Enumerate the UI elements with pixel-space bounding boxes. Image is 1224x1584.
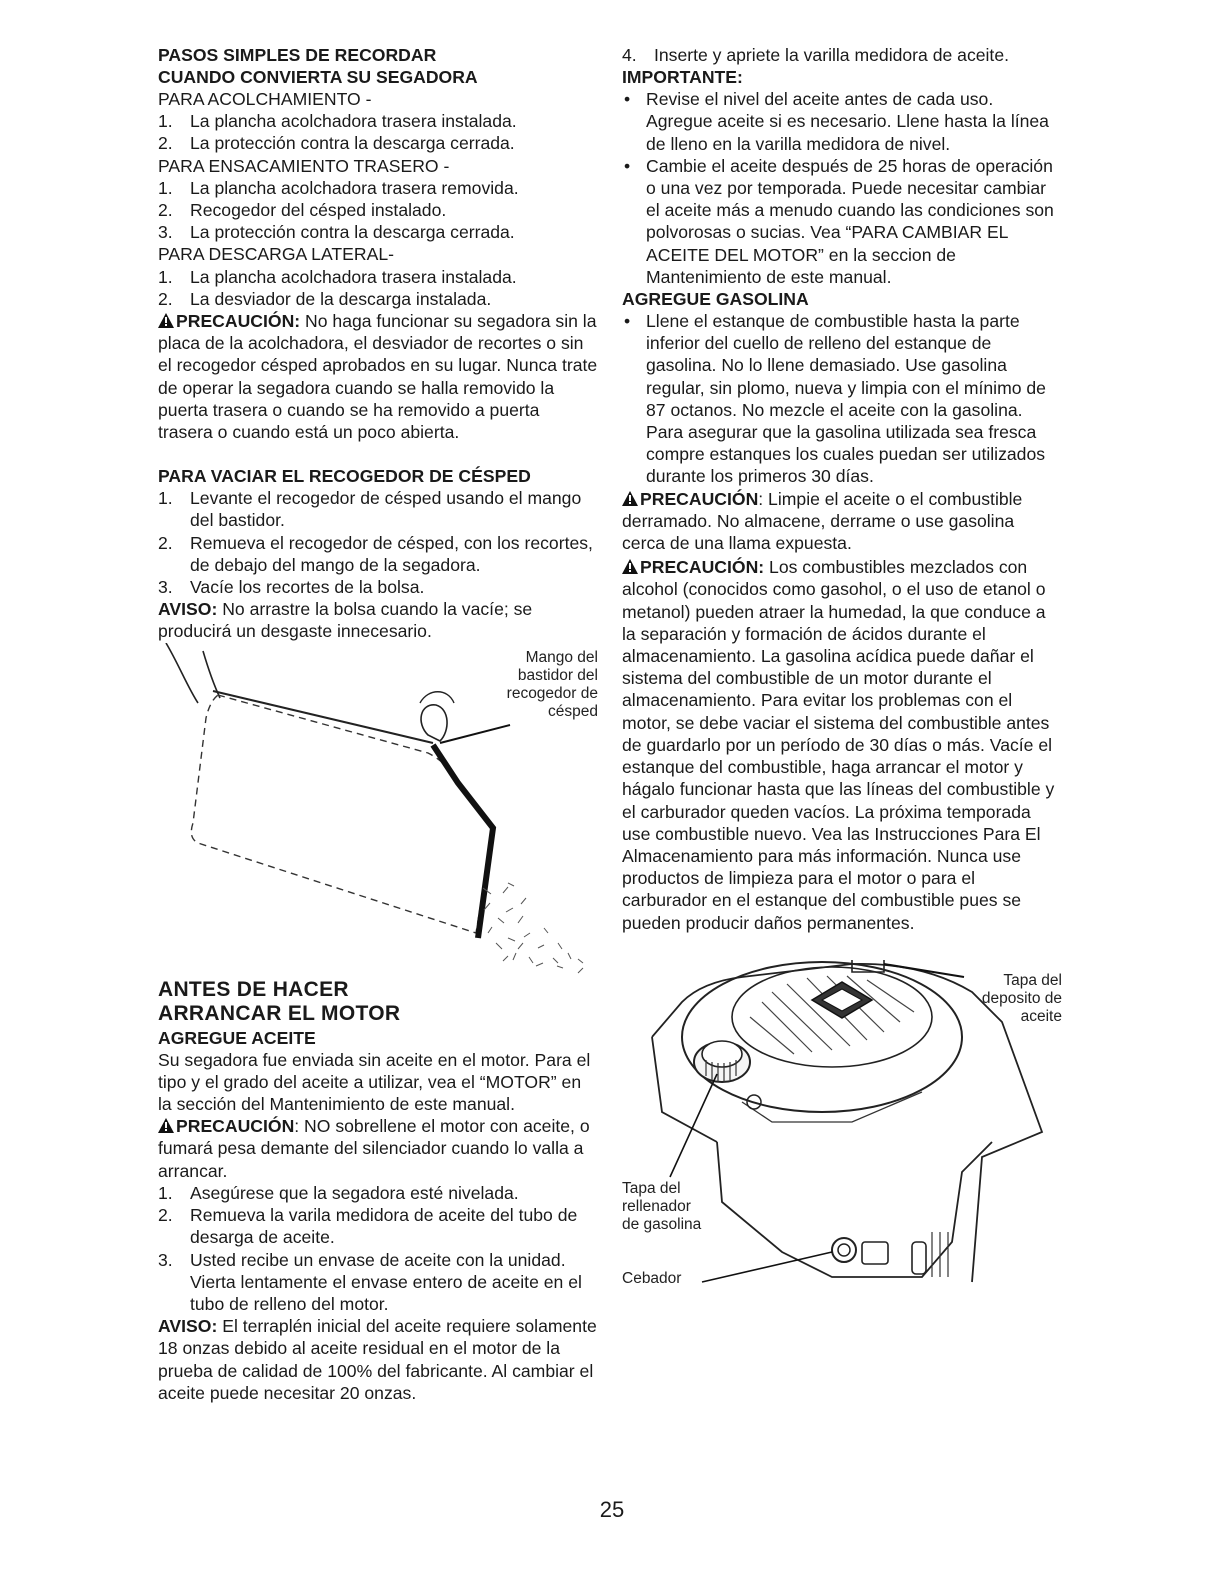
list-item: 3. Usted recibe un envase de aceite con la unidad. Vierta lentamente el envase entero de aceite en el tubo de relleno del motor. <box>158 1249 582 1314</box>
add-oil-title: AGREGUE ACEITE <box>158 1027 316 1048</box>
mulch-label: PARA ACOLCHAMIENTO - <box>158 89 372 109</box>
bullet-item: • Cambie el aceite después de 25 horas de operación o una vez por temporada. Puede necesitar cambiar el aceite más a menudo cuando las condiciones son polvorosas o sucias. Vea “PARA CAMBIAR EL ACEITE DEL MOTOR” en la seccion de Mantenimiento de este manual. <box>624 155 1054 287</box>
list-item: 4. Inserte y apriete la varilla medidora de aceite. <box>622 45 1009 65</box>
empty-catcher-title: PARA VACIAR EL RECOGEDOR DE CÉSPED <box>158 466 531 487</box>
list-item: 1. La plancha acolchadora trasera instalada. <box>158 111 517 132</box>
warning-triangle-icon <box>158 1118 174 1133</box>
list-item: 2. La desviador de la descarga instalada. <box>158 288 492 309</box>
fuel-cap-caption: Tapa del rellenador de gasolina <box>622 1179 702 1233</box>
side-discharge-label: PARA DESCARGA LATERAL- <box>158 244 394 265</box>
warning-triangle-icon <box>622 491 638 506</box>
important-title: IMPORTANTE: <box>622 67 743 88</box>
warning-triangle-icon <box>622 559 638 574</box>
right-column <box>622 44 1062 1287</box>
add-oil-paragraph: Su segadora fue enviada sin aceite en el motor. Para el tipo y el grado del aceite a utilizar, vea el “MOTOR” en la sección del Mantenimiento de este manual. <box>158 1049 591 1115</box>
caution-paragraph-3: PRECAUCIÓN: Limpie el aceite o el combustible derramado. No almacene, derrame o use gasolina cerca de una llama expuesta. <box>622 488 1023 554</box>
list-item: 1. Asegúrese que la segadora esté nivelada. <box>158 1182 519 1203</box>
list-item: 2. Recogedor del césped instalado. <box>158 200 447 221</box>
list-item: 2. Remueva el recogedor de césped, con los recortes, de debajo del mango de la segadora. <box>158 532 593 575</box>
before-start-title-1: ANTES DE HACER <box>158 977 349 1001</box>
list-item: 1. La plancha acolchadora trasera instalada. <box>158 266 517 287</box>
caution-paragraph-1: PRECAUCIÓN: No haga funcionar su segadora sin la placa de la acolchadora, el desviador de recortes o sin el recogedor césped aprobados en su lugar. Nunca trate de operar la segadora cuando se halla removido la puerta trasera o cuando se ha removido a puerta trasera o cuando está un poco abierta. <box>158 311 598 443</box>
warning-triangle-icon <box>158 313 174 328</box>
oil-cap-caption: Tapa del deposito de aceite <box>981 971 1062 1025</box>
caution-paragraph-4: PRECAUCIÓN: Los combustibles mezclados con alcohol (conocidos como gasohol, o el uso de etanol o metanol) pueden atraer la humedad, la que conduce a la separación y formación de ácidos durante el almacenamiento. La gasolina acídica puede dañar el sistema del combustible de un motor durante el almacenamiento. Para evitar los problemas con el motor, se debe vaciar el sistema del combustible antes de guardarlo por un período de 30 días o más. Vacíe el estanque del combustible, haga arrancar el motor y hágalo funcionar hasta que las líneas del combustible y el carburador queden vacíos. La próxima temporada use combustible nuevo. Vea las Instrucciones Para El Almacenamiento para más información. Nunca use productos de limpieza para el motor o para el carburador en el estanque del combustible pues se pueden producir daños permanentes. <box>622 557 1055 933</box>
left-column <box>158 44 598 1404</box>
add-gas-title: AGREGUE GASOLINA <box>622 289 809 310</box>
notice-paragraph-1: AVISO: No arrastre la bolsa cuando la vacíe; se producirá un desgaste innecesario. <box>158 599 533 642</box>
before-start-title-2: ARRANCAR EL MOTOR <box>158 1001 401 1025</box>
list-item: 3. Vacíe los recortes de la bolsa. <box>158 577 425 598</box>
grass-catcher-figure <box>158 643 598 978</box>
list-item: 2. La protección contra la descarga cerrada. <box>158 133 515 154</box>
caution-label: PRECAUCIÓN: <box>176 311 301 332</box>
list-item: 1. La plancha acolchadora trasera removida. <box>158 177 519 198</box>
page-number: 25 <box>599 1497 625 1522</box>
steps-title-1: PASOS SIMPLES DE RECORDAR <box>158 45 437 65</box>
notice-paragraph-2: AVISO: El terraplén inicial del aceite requiere solamente 18 onzas debido al aceite residual en el motor de la prueba de calidad de 100% del fabricante. Al cambiar el aceite puede necesitar 20 onzas. <box>158 1316 597 1403</box>
rear-bag-label: PARA ENSACAMIENTO TRASERO - <box>158 155 450 176</box>
list-item: 1. Levante el recogedor de césped usando el mango del bastidor. <box>158 488 582 531</box>
list-item: 3. La protección contra la descarga cerrada. <box>158 222 515 243</box>
bullet-item: • Revise el nivel del aceite antes de cada uso. Agregue aceite si es necesario. Llene hasta la línea de lleno en la varilla medidora de nivel. <box>624 89 1049 154</box>
caution-paragraph-2: PRECAUCIÓN: NO sobrellene el motor con aceite, o fumará pesa demante del silenciador cuando lo valla a arrancar. <box>158 1116 590 1181</box>
bullet-item: • Llene el estanque de combustible hasta la parte inferior del cuello de relleno del estanque de gasolina. No lo llene demasiado. Use gasolina regular, sin plomo, nueva y limpia con el mínimo de 87 octanos. No mezcle el aceite con la gasolina. Para asegurar que la gasolina utilizada sea fresca compre estanques los cuales puedan ser utilizados durante los primeros 30 días. <box>624 311 1046 487</box>
frame-handle-caption: Mango del bastidor del recogedor de césped <box>506 648 598 720</box>
steps-title-2: CUANDO CONVIERTA SU SEGADORA <box>158 67 478 87</box>
primer-caption: Cebador <box>622 1269 682 1287</box>
engine-figure <box>622 942 1062 1287</box>
list-item: 2. Remueva la varila medidora de aceite del tubo de desarga de aceite. <box>158 1205 578 1248</box>
